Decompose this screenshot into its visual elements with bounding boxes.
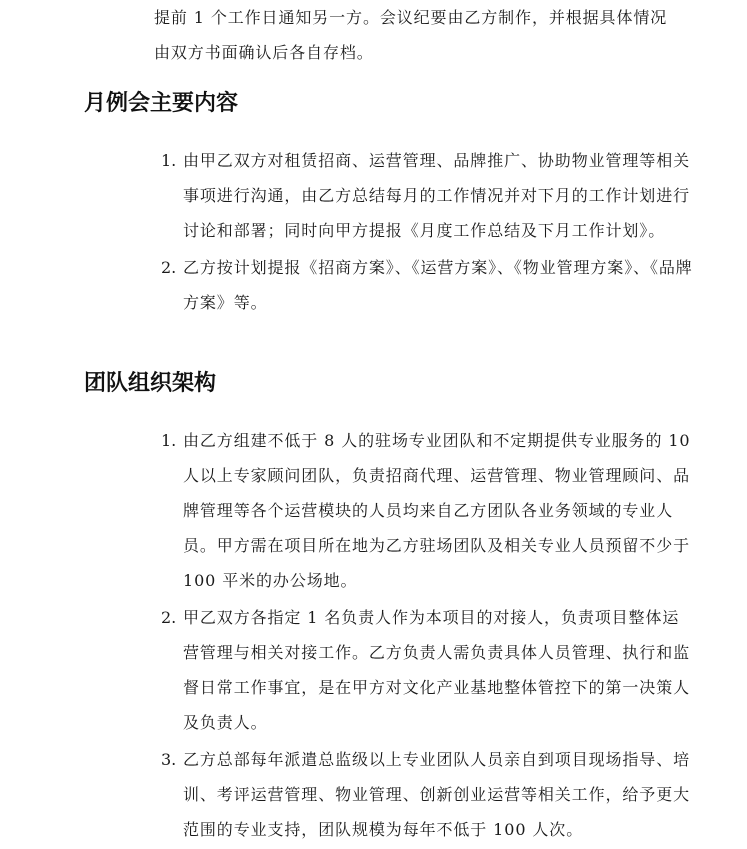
team-structure-list <box>0 423 695 849</box>
monthly-meeting-list <box>0 143 695 322</box>
list-item-number: 3. <box>161 750 177 769</box>
list-item <box>0 423 695 598</box>
list-item <box>0 250 695 320</box>
list-item-text: 甲乙双方各指定 1 名负责人作为本项目的对接人，负责项目整体运营管理与相关对接工作。乙方负责人需负责具体人员管理、执行和监督日常工作事宜，是在甲方对文化产业基地整体管控下的第一决策人及负责人。 <box>183 608 691 732</box>
section-heading-team-structure: 团队组织架构 <box>84 371 217 396</box>
list-item-number: 1. <box>161 431 177 450</box>
list-item-text: 乙方总部每年派遣总监级以上专业团队人员亲自到项目现场指导、培训、考评运营管理、物业管理、创新创业运营等相关工作，给予更大范围的专业支持，团队规模为每年不低于 100 人次。 <box>183 750 691 839</box>
list-item-number: 2. <box>161 258 177 277</box>
list-item <box>0 600 695 740</box>
list-item <box>0 143 695 248</box>
section-heading-monthly-meeting: 月例会主要内容 <box>84 91 239 116</box>
list-item-text: 乙方按计划提报《招商方案》、《运营方案》、《物业管理方案》、《品牌方案》等。 <box>183 258 693 312</box>
list-item-text: 由甲乙双方对租赁招商、运营管理、品牌推广、协助物业管理等相关事项进行沟通，由乙方总结每月的工作情况并对下月的工作计划进行讨论和部署；同时向甲方提报《月度工作总结及下月工作计划》。 <box>183 151 691 240</box>
intro-paragraph: 提前 1 个工作日通知另一方。会议纪要由乙方制作，并根据具体情况由双方书面确认后各自存档。 <box>154 8 668 62</box>
list-item-text: 由乙方组建不低于 8 人的驻场专业团队和不定期提供专业服务的 10 人以上专家顾问团队，负责招商代理、运营管理、物业管理顾问、品牌管理等各个运营模块的人员均来自乙方团队各业务领域的专业人员。甲方需在项目所在地为乙方驻场团队及相关专业人员预留不少于 100 平米的办公场地。 <box>183 431 691 590</box>
list-item <box>0 742 695 847</box>
list-item-number: 1. <box>161 151 177 170</box>
list-item-number: 2. <box>161 608 177 627</box>
